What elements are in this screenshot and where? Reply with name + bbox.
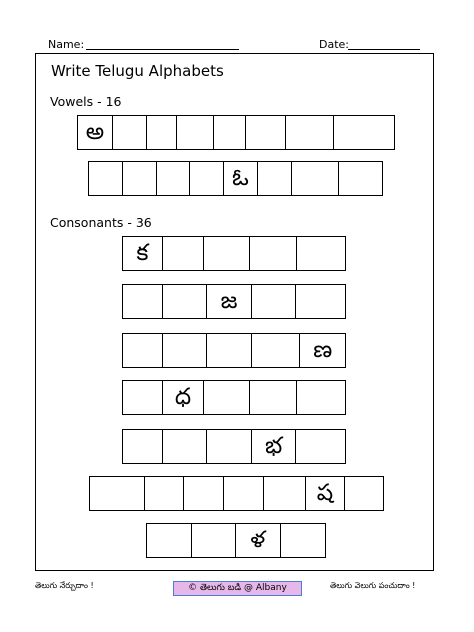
letter-cell[interactable] (339, 162, 382, 195)
letter-cell[interactable] (345, 477, 383, 510)
letter-cell[interactable] (207, 334, 252, 367)
letter-cell[interactable]: ఓ (224, 162, 258, 195)
letter-cell[interactable] (147, 116, 177, 149)
vowel-row-2 (88, 161, 383, 196)
worksheet-title: Write Telugu Alphabets (51, 62, 224, 80)
letter-cell[interactable] (89, 162, 123, 195)
consonant-row-6 (89, 476, 384, 511)
letter-cell[interactable] (123, 381, 163, 414)
letter-cell[interactable]: భ (252, 430, 297, 463)
letter-cell[interactable] (286, 116, 334, 149)
letter-cell[interactable]: ళ (236, 524, 281, 557)
letter-cell[interactable] (292, 162, 340, 195)
letter-cell[interactable] (296, 285, 345, 318)
letter-cell[interactable] (297, 237, 345, 270)
letter-cell[interactable]: ధ (163, 381, 205, 414)
footer-left-slogan: తెలుగు నేర్చుదాం ! (35, 581, 94, 590)
letter-cell[interactable] (334, 116, 394, 149)
letter-cell[interactable] (157, 162, 191, 195)
letter-cell[interactable] (163, 285, 208, 318)
footer-right-slogan: తెలుగు వెలుగు పంచుదాం ! (330, 581, 416, 590)
letter-cell[interactable] (207, 430, 252, 463)
name-label: Name: (48, 38, 85, 51)
letter-cell[interactable] (184, 477, 224, 510)
letter-cell[interactable] (264, 477, 306, 510)
letter-cell[interactable] (246, 116, 286, 149)
letter-cell[interactable] (163, 430, 208, 463)
letter-cell[interactable] (190, 162, 224, 195)
letter-cell[interactable] (90, 477, 145, 510)
letter-cell[interactable] (224, 477, 264, 510)
date-label: Date: (319, 38, 349, 51)
letter-cell[interactable]: అ (78, 116, 113, 149)
school-badge: © తెలుగు బడి @ Albany (173, 581, 302, 596)
consonant-row-4 (122, 380, 346, 415)
letter-cell[interactable] (163, 237, 205, 270)
name-field[interactable] (86, 49, 239, 50)
vowel-row-1 (77, 115, 395, 150)
letter-cell[interactable] (123, 334, 163, 367)
consonant-row-3 (122, 333, 346, 368)
letter-cell[interactable] (123, 430, 163, 463)
letter-cell[interactable] (123, 285, 163, 318)
letter-cell[interactable] (252, 334, 301, 367)
letter-cell[interactable] (177, 116, 214, 149)
letter-cell[interactable] (204, 381, 250, 414)
consonant-row-1 (122, 236, 346, 271)
date-field[interactable] (348, 49, 420, 50)
letter-cell[interactable]: జ (207, 285, 252, 318)
letter-cell[interactable]: ణ (313, 337, 333, 363)
letter-cell[interactable] (250, 237, 298, 270)
letter-cell[interactable] (204, 237, 250, 270)
letter-cell[interactable] (214, 116, 246, 149)
letter-cell[interactable] (192, 524, 237, 557)
letter-cell[interactable] (258, 162, 292, 195)
consonant-row-5 (122, 429, 346, 464)
consonant-row-7 (146, 523, 326, 558)
letter-cell[interactable] (297, 381, 345, 414)
letter-cell[interactable] (281, 524, 325, 557)
vowels-heading: Vowels - 16 (50, 94, 122, 109)
letter-cell[interactable] (296, 430, 345, 463)
letter-cell[interactable] (145, 477, 185, 510)
letter-cell[interactable]: క (123, 237, 163, 270)
consonant-row-2 (122, 284, 346, 319)
letter-cell[interactable] (147, 524, 192, 557)
letter-cell[interactable] (123, 162, 157, 195)
letter-cell[interactable] (113, 116, 147, 149)
letter-cell[interactable] (252, 285, 297, 318)
letter-cell[interactable] (163, 334, 208, 367)
consonants-heading: Consonants - 36 (50, 215, 152, 230)
letter-cell[interactable] (250, 381, 298, 414)
letter-cell[interactable]: ష (306, 477, 346, 510)
